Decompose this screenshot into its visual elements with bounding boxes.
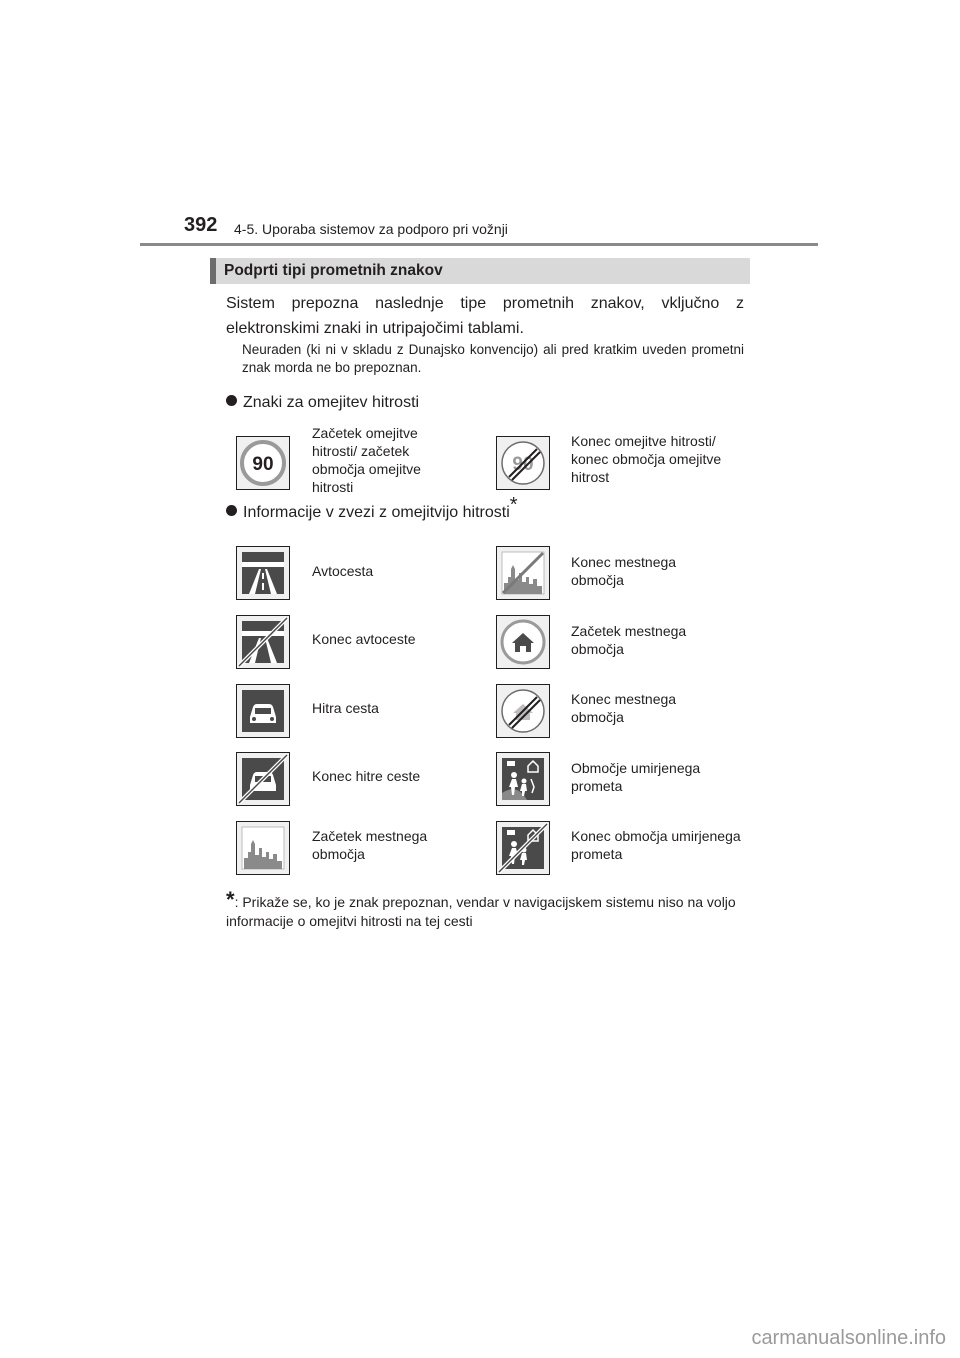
traffic-calming-icon [496,752,550,806]
right-sign-label-2: Začetek mestnega območja [571,623,687,657]
right-sign-label-1: Konec mestnega območja [571,554,677,588]
left-sign-label-4: Konec hitre ceste [312,768,421,784]
footnote-asterisk: * [226,887,235,912]
speed-limit-value: 90 [252,454,274,475]
bullet-icon [226,505,237,516]
end-speed-limit-90-sign [496,436,550,490]
end-speed-limit-value: 90 [512,454,534,475]
left-sign-label-3: Hitra cesta [312,700,379,716]
city-start-icon [236,821,290,875]
related-info-heading [226,494,518,522]
left-sign-label-2: Konec avtoceste [312,631,416,647]
motorway-icon [236,546,290,600]
section-title: Podprti tipi prometnih znakov [224,262,443,279]
speed-limit-end-label: Konec omejitve hitrosti/ konec območja omejitve hitrost [571,433,722,485]
city-end-round-icon [496,684,550,738]
end-expressway-icon [236,752,290,806]
speed-limit-start-label: Začetek omejitve hitrosti/ začetek območja omejitve hitrosti [312,425,421,495]
page-number: 392 [184,214,218,236]
city-start-house-icon [496,615,550,669]
right-sign-label-5: Konec območja umirjenega prometa [571,828,741,862]
end-motorway-icon [236,615,290,669]
asterisk-mark: * [509,494,518,516]
city-end-icon [496,546,550,600]
section-heading [210,258,750,284]
header-rule [140,243,818,246]
left-sign-label-5: Začetek mestnega območja [312,828,428,862]
bullet-icon [226,395,237,406]
right-sign-label-3: Konec mestnega območja [571,691,677,725]
note-paragraph: Neuraden (ki ni v skladu z Dunajsko konvencijo) ali pred kratkim uveden prometni znak morda ne bo prepoznan. [242,342,744,375]
expressway-icon [236,684,290,738]
footnote [226,887,746,931]
related-info-heading-text: Informacije v zvezi z omejitvijo hitrosti [243,504,510,521]
intro-paragraph: Sistem prepozna naslednje tipe prometnih znakov, vključno z elektronskimi znaki in utripajočimi tablami. [226,295,744,337]
speed-limit-heading [226,394,419,412]
watermark: carmanualsonline.info [751,1327,946,1349]
footnote-text: : Prikaže se, ko je znak prepoznan, vendar v navigacijskem sistemu niso na voljo informacije o omejitvi hitrosti na tej cesti [226,894,736,929]
speed-limit-heading-text: Znaki za omejitev hitrosti [243,394,420,411]
end-traffic-calming-icon [496,821,550,875]
right-sign-label-4: Območje umirjenega prometa [571,760,701,794]
section-heading-bar [210,258,216,284]
chapter-title: 4-5. Uporaba sistemov za podporo pri vožnji [234,221,508,237]
left-sign-label-1: Avtocesta [312,563,374,579]
speed-limit-90-sign [236,436,290,490]
